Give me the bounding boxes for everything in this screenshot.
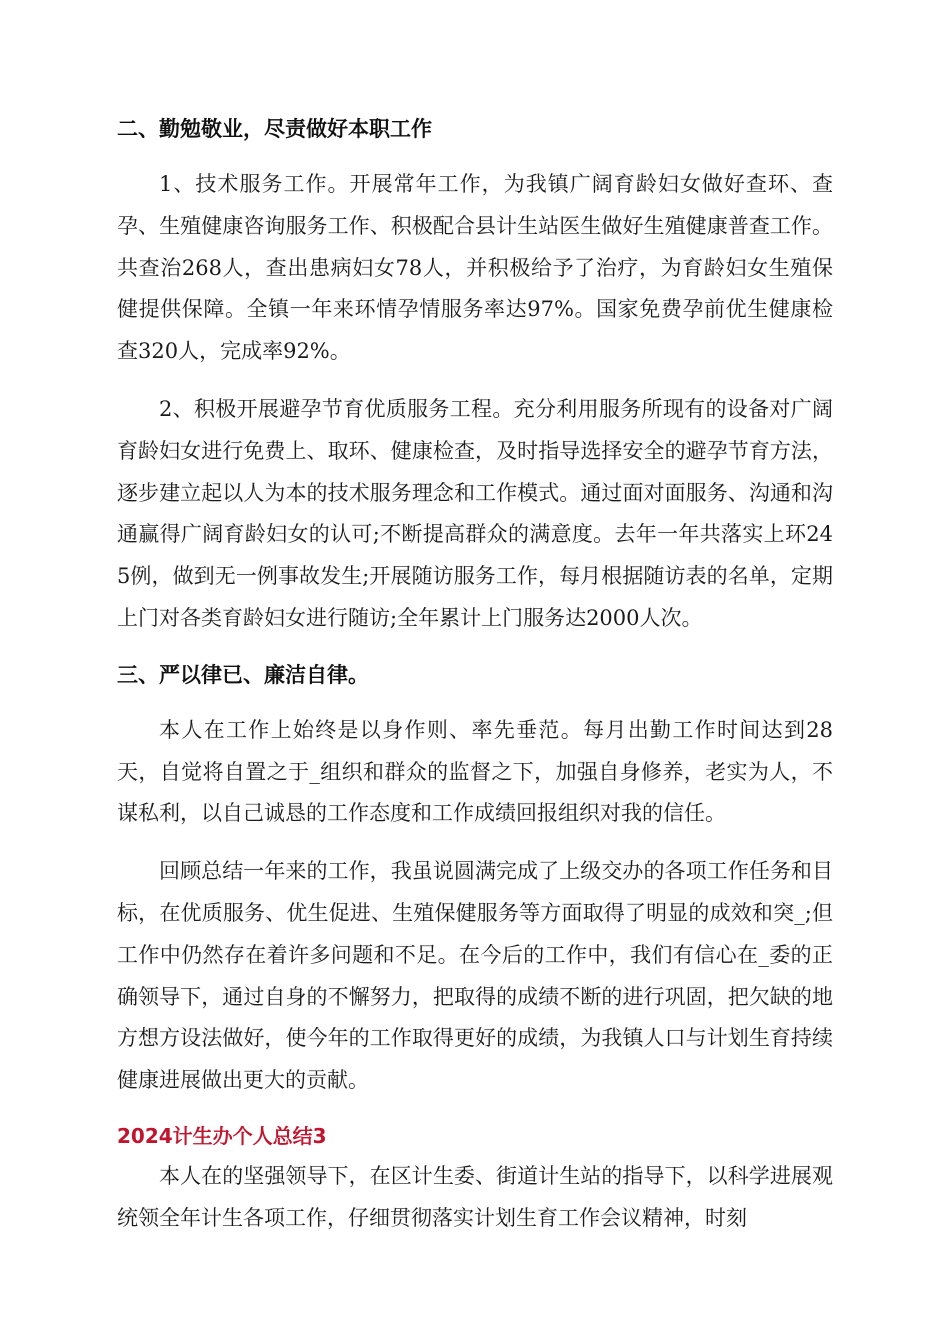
- spacer: [117, 1102, 833, 1116]
- paragraph-article-intro: 本人在的坚强领导下，在区计生委、街道计生站的指导下，以科学进展观统领全年计生各项工作，仔细贯彻落实计划生育工作会议精神，时刻: [117, 1163, 833, 1230]
- section-heading-2: 二、勤勉敬业，尽责做好本职工作: [117, 117, 432, 141]
- paragraph-technical-service: 1、技术服务工作。开展常年工作，为我镇广阔育龄妇女做好查环、查孕、生殖健康咨询服务工作、积极配合县计生站医生做好生殖健康普查工作。共查治268人，查出患病妇女78人，并积极给予了治疗，为育龄妇女生殖保健提供保障。全镇一年来环情孕情服务率达97%。国家免费孕前优生健康检查320人，完成率92%。: [117, 172, 833, 364]
- spacer: [117, 640, 833, 654]
- paragraph-review-summary: 回顾总结一年来的工作，我虽说圆满完成了上级交办的各项工作任务和目标，在优质服务、优生促进、生殖保健服务等方面取得了明显的成效和突_;但工作中仍然存在着许多问题和不足。在今后的工作中，我们有信心在_委的正确领导下，通过自身的不懈努力，把取得的成绩不断的进行巩固，把欠缺的地方想方设法做好，使今年的工作取得更好的成绩，为我镇人口与计划生育持续健康进展做出更大的贡献。: [117, 859, 833, 1093]
- paragraph-contraception-service: 2、积极开展避孕节育优质服务工程。充分利用服务所现有的设备对广阔育龄妇女进行免费上、取环、健康检查，及时指导选择安全的避孕节育方法，逐步建立起以人为本的技术服务理念和工作模式。通过面对面服务、沟通和沟通赢得广阔育龄妇女的认可;不断提高群众的满意度。去年一年共落实上环245例，做到无一例事故发生;开展随访服务工作，每月根据随访表的名单，定期上门对各类育龄妇女进行随访;全年累计上门服务达2000人次。: [117, 396, 833, 630]
- section-heading-3: 三、严以律已、廉洁自律。: [117, 662, 369, 687]
- document-body: [117, 108, 833, 1240]
- article-title: 2024计生办个人总结3: [117, 1123, 327, 1148]
- spacer: [117, 835, 833, 851]
- spacer: [117, 150, 833, 164]
- spacer: [117, 696, 833, 710]
- spacer: [117, 373, 833, 389]
- paragraph-self-discipline: 本人在工作上始终是以身作则、率先垂范。每月出勤工作时间达到28天，自觉将自置之于_组织和群众的监督之下，加强自身修养，老实为人，不谋私利，以自己诚恳的工作态度和工作成绩回报组织对我的信任。: [117, 717, 833, 826]
